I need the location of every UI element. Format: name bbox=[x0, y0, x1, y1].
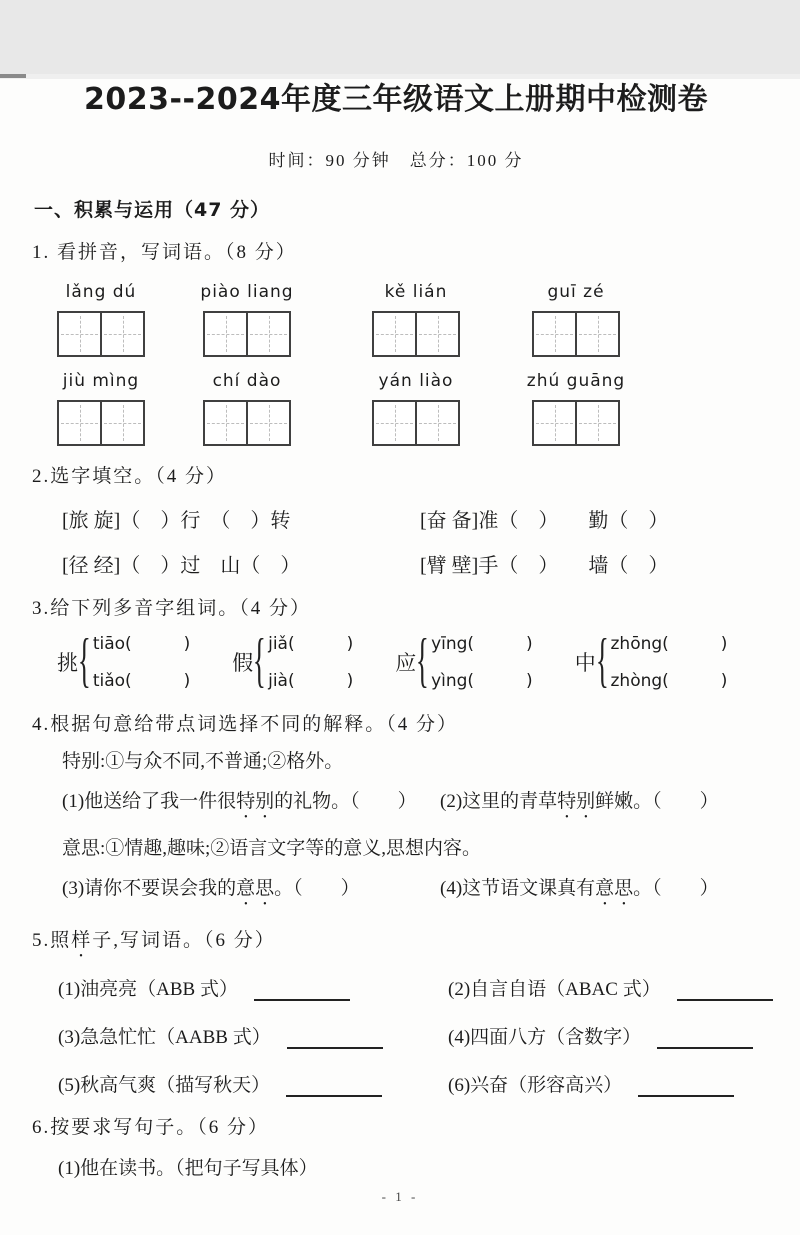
polyphone-line bbox=[93, 671, 190, 691]
pinyin-label: kě lián bbox=[384, 282, 448, 302]
exam-meta: 时间：90 分钟 总分：100 分 bbox=[268, 151, 524, 170]
polyphone-lines bbox=[268, 634, 353, 691]
grid-cell bbox=[374, 402, 415, 444]
polyphone-line bbox=[268, 671, 353, 691]
sentence bbox=[440, 873, 719, 910]
pattern-label: (4)四面八方（含数字） bbox=[448, 1027, 642, 1048]
polyphone-line bbox=[611, 671, 728, 691]
pinyin-label: jiù mìng bbox=[62, 371, 140, 391]
sentence-text: 的礼物。（ ） bbox=[274, 791, 417, 812]
grid-cell bbox=[415, 402, 458, 444]
pattern-item bbox=[58, 974, 448, 1001]
pattern-label: (6)兴奋（形容高兴） bbox=[448, 1075, 623, 1096]
question-2 bbox=[32, 461, 760, 578]
answer-blank bbox=[286, 1073, 382, 1097]
sentence-text: (2)这里的青草 bbox=[440, 791, 558, 812]
grid-cell bbox=[246, 402, 289, 444]
pinyin-word-group bbox=[372, 371, 460, 446]
sentence-text: (4)这节语文课真有 bbox=[440, 878, 596, 899]
pinyin-open: zhōng( bbox=[610, 633, 669, 654]
pinyin-row-1 bbox=[32, 282, 760, 357]
page-number: - 1 - bbox=[381, 1189, 419, 1204]
grid-cell bbox=[534, 402, 575, 444]
pinyin-label: piào liang bbox=[200, 282, 294, 302]
question-5 bbox=[32, 925, 760, 1097]
paren-close: ) bbox=[183, 633, 191, 654]
definition-line: 特别:①与众不同,不普通;②格外。 bbox=[62, 751, 344, 772]
pinyin-label: yán liào bbox=[378, 371, 454, 391]
pattern-label: (5)秋高气爽（描写秋天） bbox=[58, 1075, 271, 1096]
writing-grid bbox=[372, 400, 460, 446]
scan-edge-strip bbox=[0, 74, 800, 79]
emphasized-word: 意思 bbox=[595, 878, 634, 899]
polyphone-group bbox=[395, 627, 533, 694]
question-6 bbox=[32, 1112, 760, 1180]
polyphone-char: 假 bbox=[232, 651, 254, 675]
sentence bbox=[440, 786, 719, 823]
answer-blank bbox=[677, 977, 773, 1001]
choice-row bbox=[62, 549, 760, 578]
grid-cell bbox=[59, 313, 100, 355]
label-text: 子,写词语。（6 分） bbox=[92, 930, 276, 951]
paren-close: ) bbox=[720, 633, 728, 654]
choice-item: [奋 备]准（ ） 勤（ ） bbox=[420, 510, 669, 532]
pinyin-label: chí dào bbox=[212, 371, 282, 391]
answer-blank bbox=[287, 1025, 383, 1049]
brace-glyph: { bbox=[77, 627, 91, 693]
grid-cell bbox=[59, 402, 100, 444]
pinyin-open: tiāo( bbox=[92, 633, 132, 654]
page-title: 2023--2024年度三年级语文上册期中检测卷 bbox=[84, 82, 708, 117]
definition-line: 意思:①情趣,趣味;②语言文字等的意义,思想内容。 bbox=[62, 838, 482, 859]
pinyin-word-group bbox=[532, 282, 620, 357]
paren-close: ) bbox=[346, 633, 354, 654]
brace-glyph: { bbox=[595, 627, 609, 693]
question-4-label: 4.根据句意给带点词选择不同的解释。（4 分） bbox=[32, 714, 459, 735]
question-6-label: 6.按要求写句子。（6 分） bbox=[32, 1117, 270, 1138]
grid-cell bbox=[246, 313, 289, 355]
writing-grid bbox=[372, 311, 460, 357]
pattern-item bbox=[448, 1022, 773, 1049]
pattern-item bbox=[58, 1070, 448, 1097]
pinyin-open: zhòng( bbox=[610, 670, 669, 691]
polyphone-line bbox=[611, 634, 728, 654]
pattern-item bbox=[448, 1070, 773, 1097]
polyphone-group bbox=[232, 627, 354, 694]
paren-close: ) bbox=[720, 670, 728, 691]
pinyin-word-group bbox=[200, 282, 294, 357]
choice-item: [旅 旋]（ ）行 （ ）转 bbox=[62, 510, 291, 532]
answer-blank bbox=[657, 1025, 753, 1049]
writing-grid bbox=[57, 400, 145, 446]
sentence-text: 鲜嫩。（ ） bbox=[595, 791, 719, 812]
pinyin-label: lǎng dú bbox=[65, 282, 137, 302]
pinyin-word-group bbox=[57, 282, 145, 357]
pinyin-open: tiǎo( bbox=[92, 670, 132, 691]
sentence-text: (1)他送给了我一件很 bbox=[62, 791, 237, 812]
polyphone-groups bbox=[57, 627, 760, 694]
emphasized-word: 特别 bbox=[557, 791, 596, 812]
grid-cell bbox=[205, 313, 246, 355]
choice-item: [臂 壁]手（ ） 墙（ ） bbox=[420, 555, 669, 577]
writing-grid bbox=[532, 400, 620, 446]
pinyin-label: zhú guāng bbox=[526, 371, 626, 391]
label-text: 5.照 bbox=[32, 930, 72, 951]
question-3 bbox=[32, 593, 760, 694]
page-content bbox=[0, 74, 800, 1180]
grid-cell bbox=[534, 313, 575, 355]
sentence-text: (3)请你不要误会我的 bbox=[62, 878, 237, 899]
sentence bbox=[62, 786, 440, 823]
brace-glyph: { bbox=[253, 627, 267, 693]
word-pattern-grid bbox=[58, 974, 760, 1097]
polyphone-char: 应 bbox=[395, 651, 417, 675]
grid-cell bbox=[100, 402, 143, 444]
exam-page bbox=[0, 74, 800, 1235]
paren-close: ) bbox=[183, 670, 191, 691]
sentence-task: (1)他在读书。（把句子写具体） bbox=[58, 1158, 318, 1179]
writing-grid bbox=[203, 400, 291, 446]
pinyin-word-group bbox=[57, 371, 145, 446]
question-5-label bbox=[32, 925, 760, 962]
sentence-text: 。（ ） bbox=[274, 878, 360, 899]
grid-cell bbox=[205, 402, 246, 444]
pinyin-row-2 bbox=[32, 371, 760, 446]
question-1 bbox=[32, 237, 760, 446]
question-2-label: 2.选字填空。（4 分） bbox=[32, 466, 228, 487]
pattern-item bbox=[448, 974, 773, 1001]
scan-edge-mark bbox=[0, 74, 26, 78]
polyphone-group bbox=[57, 627, 191, 694]
question-3-label: 3.给下列多音字组词。（4 分） bbox=[32, 598, 312, 619]
pattern-item bbox=[58, 1022, 448, 1049]
writing-grid bbox=[532, 311, 620, 357]
choice-item: [径 经]（ ）过 山（ ） bbox=[62, 555, 301, 577]
sentence bbox=[62, 873, 440, 910]
polyphone-char: 中 bbox=[574, 651, 596, 675]
grid-cell bbox=[575, 313, 618, 355]
emphasized-char: 样 bbox=[71, 930, 93, 951]
paren-close: ) bbox=[526, 670, 533, 691]
writing-grid bbox=[57, 311, 145, 357]
choice-row bbox=[62, 504, 760, 533]
polyphone-line bbox=[431, 634, 533, 654]
section-one-heading: 一、积累与运用（47 分） bbox=[34, 199, 271, 221]
writing-grid bbox=[203, 311, 291, 357]
pinyin-word-group bbox=[203, 371, 291, 446]
emphasized-word: 特别 bbox=[236, 791, 275, 812]
question-4 bbox=[32, 709, 760, 910]
sentence-row bbox=[62, 873, 760, 910]
emphasized-word: 意思 bbox=[236, 878, 275, 899]
pattern-label: (2)自言自语（ABAC 式） bbox=[448, 979, 661, 1000]
pinyin-label: guī zé bbox=[547, 282, 605, 302]
pinyin-open: yīng( bbox=[431, 633, 475, 654]
pinyin-open: jiǎ( bbox=[268, 633, 295, 654]
pattern-label: (1)油亮亮（ABB 式） bbox=[58, 979, 238, 1000]
polyphone-line bbox=[93, 634, 190, 654]
grid-cell bbox=[100, 313, 143, 355]
pinyin-word-group bbox=[372, 282, 460, 357]
grid-cell bbox=[374, 313, 415, 355]
polyphone-lines bbox=[431, 634, 533, 691]
paren-close: ) bbox=[346, 670, 354, 691]
polyphone-lines bbox=[611, 634, 728, 691]
polyphone-lines bbox=[93, 634, 190, 691]
grid-cell bbox=[415, 313, 458, 355]
grid-cell bbox=[575, 402, 618, 444]
polyphone-line bbox=[268, 634, 353, 654]
paren-close: ) bbox=[526, 633, 533, 654]
polyphone-group bbox=[574, 627, 728, 694]
sentence-text: 。（ ） bbox=[633, 878, 719, 899]
pinyin-open: jià( bbox=[268, 670, 295, 691]
pinyin-word-group bbox=[526, 371, 626, 446]
sentence-row bbox=[62, 786, 760, 823]
answer-blank bbox=[638, 1073, 734, 1097]
polyphone-line bbox=[431, 671, 533, 691]
brace-glyph: { bbox=[416, 627, 430, 693]
pinyin-open: yìng( bbox=[431, 670, 475, 691]
pattern-label: (3)急急忙忙（AABB 式） bbox=[58, 1027, 271, 1048]
polyphone-char: 挑 bbox=[57, 651, 78, 675]
question-1-label: 1. 看拼音，写词语。（8 分） bbox=[32, 242, 297, 263]
answer-blank bbox=[254, 977, 350, 1001]
